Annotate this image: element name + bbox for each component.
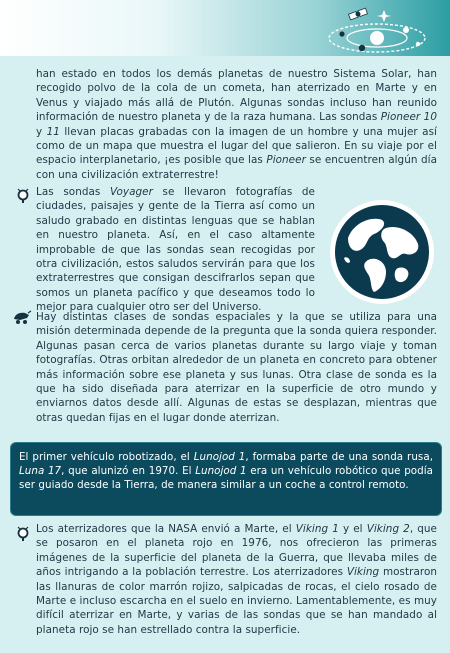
viking-paragraph: Los aterrizadores que la NASA envió a Marte, el Viking 1 y el Viking 2, que se posaron en el planeta rojo en 1976, nos ofrecieron las primeras imágenes de la superficie del planeta de la Guerra, que llevaba miles de años intrigando a la población terrestre. Los aterrizadores Viking mostraron las llanuras de color marrón rojizo, salpicadas de rocas, el cielo rosado de Marte e incluso escarcha en el suelo en invierno. Lamentablemente, es muy difícil aterrizar en Marte, y varias de las sondas que se han mandado al planeta rojo se han estrellado contra la superficie.: [36, 523, 437, 636]
lunojod-callout-text: El primer vehículo robotizado, el Lunojod 1, formaba parte de una sonda rusa, Luna 17, que alunizó en 1970. El Lunojod 1 era un vehículo robótico que podía ser guiado desde la Tierra, de manera similar a un coche a control remoto.: [19, 451, 434, 492]
lunojod-callout-box: [10, 442, 442, 516]
voyager-paragraph: Las sondas Voyager se llevaron fotografías de ciudades, paisajes y gente de la Tierra así como un saludo grabado en distintas lenguas que se hablan en nuestro planeta. Así, en el caso altamente improbable de que las sondas sean recogidas por otra civilización, estos saludos servirán para que los extraterrestres que consigan descifrarlos sepan que somos un planeta pacífico y que deseamos todo lo mejor para cualquier otro ser del Universo.: [36, 186, 315, 314]
probe-types-paragraph: Hay distintas clases de sondas espaciales y la que se utiliza para una misión determinada depende de la pregunta que la sonda quiera responder. Algunas pasan cerca de varios planetas durante su largo viaje y toman fotografías. Otras orbitan alrededor de un planeta en concreto para obtener más información sobre ese planeta y sus lunas. Otra clase de sonda es la que ha sido diseñada para aterrizar en la superficie de otro mundo y enviarnos datos desde allí. Algunas de estas se desplazan, mientras que otras quedan fijas en el lugar donde aterrizan.: [36, 311, 437, 424]
intro-paragraph: han estado en todos los demás planetas de nuestro Sistema Solar, han recogido polvo de la cola de un cometa, han aterrizado en Marte y en Venus y viajado más allá de Plutón. Algunas sondas incluso han reunido información de nuestro planeta y de la raza humana. Las sondas Pioneer 10 y 11 llevan placas grabadas con la imagen de un hombre y una mujer así como de un mapa que muestra el lugar del que salieron. En su viaje por el espacio interplanetario, ¡es posible que las Pioneer se encuentren algún día con una civilización extraterrestre!: [36, 68, 437, 181]
rover-bullet-icon: [12, 310, 32, 326]
earth-globe-icon: [328, 198, 436, 306]
orbit-decoration-icon: [322, 4, 432, 62]
magnifier-bullet-icon: [16, 526, 32, 542]
magnifier-bullet-icon: [16, 188, 32, 204]
